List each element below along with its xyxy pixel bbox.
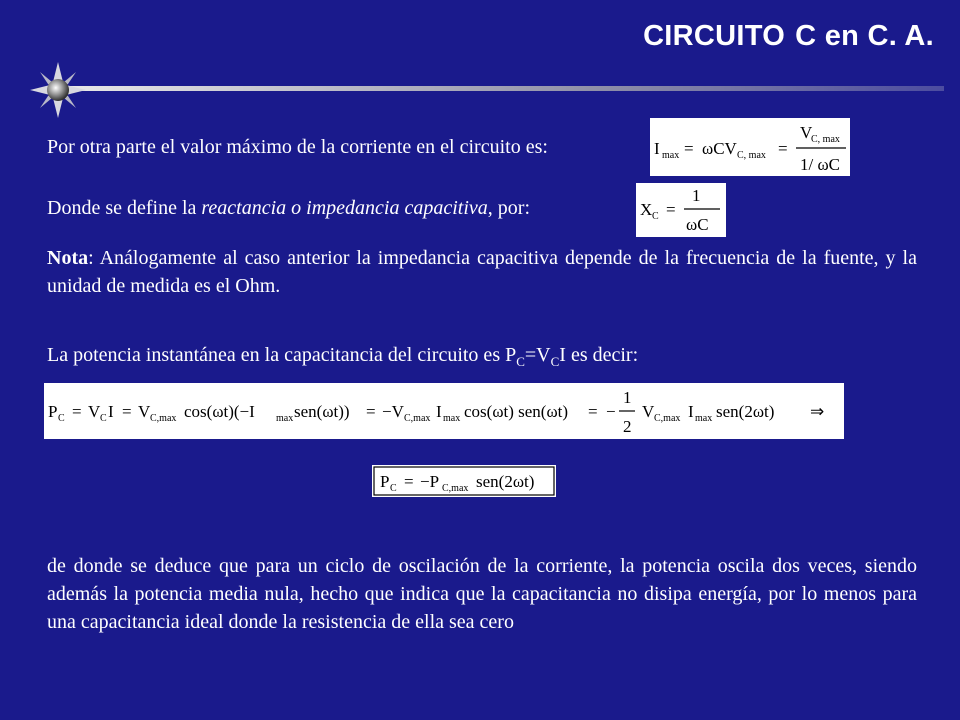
svg-text:C, max: C, max	[737, 150, 766, 161]
svg-text:C: C	[100, 413, 107, 424]
implies-symbol: ⇒	[810, 402, 825, 421]
imax-lhs: I	[654, 139, 660, 158]
svg-text:I: I	[688, 402, 694, 421]
svg-text:X: X	[640, 200, 653, 219]
svg-text:=: =	[684, 139, 694, 158]
conclusion-paragraph: de donde se deduce que para un ciclo de oscilación de la corriente, la potencia oscila dos veces, siendo además la potencia media nula, hecho que indica que la capacitancia no disipa energía, por lo menos para una capacitancia ideal donde la resistencia de ella sea cero	[47, 555, 917, 633]
title-word-1: CIRCUITO	[643, 20, 786, 52]
svg-text:max: max	[443, 413, 461, 424]
svg-text:=: =	[404, 472, 414, 491]
svg-text:sen(ωt)): sen(ωt))	[294, 402, 350, 421]
svg-text:ωC: ωC	[686, 215, 709, 234]
svg-text:P: P	[48, 402, 58, 421]
page-title	[643, 20, 934, 53]
svg-text:ωCV: ωCV	[702, 139, 737, 158]
svg-text:I: I	[108, 402, 114, 421]
svg-text:=: =	[588, 402, 598, 421]
svg-text:1: 1	[692, 186, 701, 205]
svg-text:1/ ωC: 1/ ωC	[800, 155, 841, 174]
svg-text:C: C	[58, 413, 65, 424]
svg-text:−: −	[606, 402, 616, 421]
svg-text:cos(ωt) sen(ωt): cos(ωt) sen(ωt)	[464, 402, 569, 421]
imax-equation	[650, 118, 850, 176]
star-burst-icon	[30, 62, 86, 118]
svg-text:C, max: C, max	[811, 134, 840, 145]
svg-text:max: max	[662, 150, 680, 161]
svg-text:=: =	[122, 402, 132, 421]
svg-text:C,max: C,max	[654, 413, 681, 424]
svg-text:=: =	[366, 402, 376, 421]
svg-text:C: C	[390, 483, 397, 494]
svg-text:cos(ωt)(−I: cos(ωt)(−I	[184, 402, 255, 421]
title-rule	[28, 60, 944, 120]
svg-text:−V: −V	[382, 402, 404, 421]
svg-text:=: =	[778, 139, 788, 158]
svg-text:C: C	[652, 211, 659, 222]
svg-text:C,max: C,max	[442, 483, 469, 494]
nota-paragraph: Nota: Análogamente al caso anterior la impedancia capacitiva depende de la frecuencia de la fuente, y la unidad de medida es el Ohm.	[47, 247, 917, 297]
svg-text:max: max	[276, 413, 294, 424]
svg-text:I: I	[436, 402, 442, 421]
svg-text:sen(2ωt): sen(2ωt)	[476, 472, 535, 491]
svg-text:V: V	[642, 402, 655, 421]
svg-text:=: =	[72, 402, 82, 421]
xc-equation	[636, 183, 726, 237]
power-intro-text: La potencia instantánea en la capacitancia del circuito es $P_C=V_CI$ es decir:	[47, 344, 639, 369]
result-equation	[372, 465, 556, 497]
svg-text:2: 2	[623, 417, 632, 436]
svg-text:−P: −P	[420, 472, 440, 491]
svg-text:P: P	[380, 472, 390, 491]
svg-text:max: max	[695, 413, 713, 424]
power-equation	[44, 383, 844, 439]
svg-text:V: V	[138, 402, 151, 421]
svg-text:V: V	[800, 123, 813, 142]
svg-text:C,max: C,max	[404, 413, 431, 424]
title-word-2: C en C. A.	[795, 20, 934, 52]
svg-text:sen(2ωt): sen(2ωt)	[716, 402, 775, 421]
reactance-text: Donde se define la reactancia o impedancia capacitiva, por:	[47, 197, 531, 219]
svg-text:C,max: C,max	[150, 413, 177, 424]
svg-text:1: 1	[623, 388, 632, 407]
max-current-text: Por otra parte el valor máximo de la corriente en el circuito es:	[47, 136, 548, 158]
svg-text:V: V	[88, 402, 101, 421]
svg-text:=: =	[666, 200, 676, 219]
